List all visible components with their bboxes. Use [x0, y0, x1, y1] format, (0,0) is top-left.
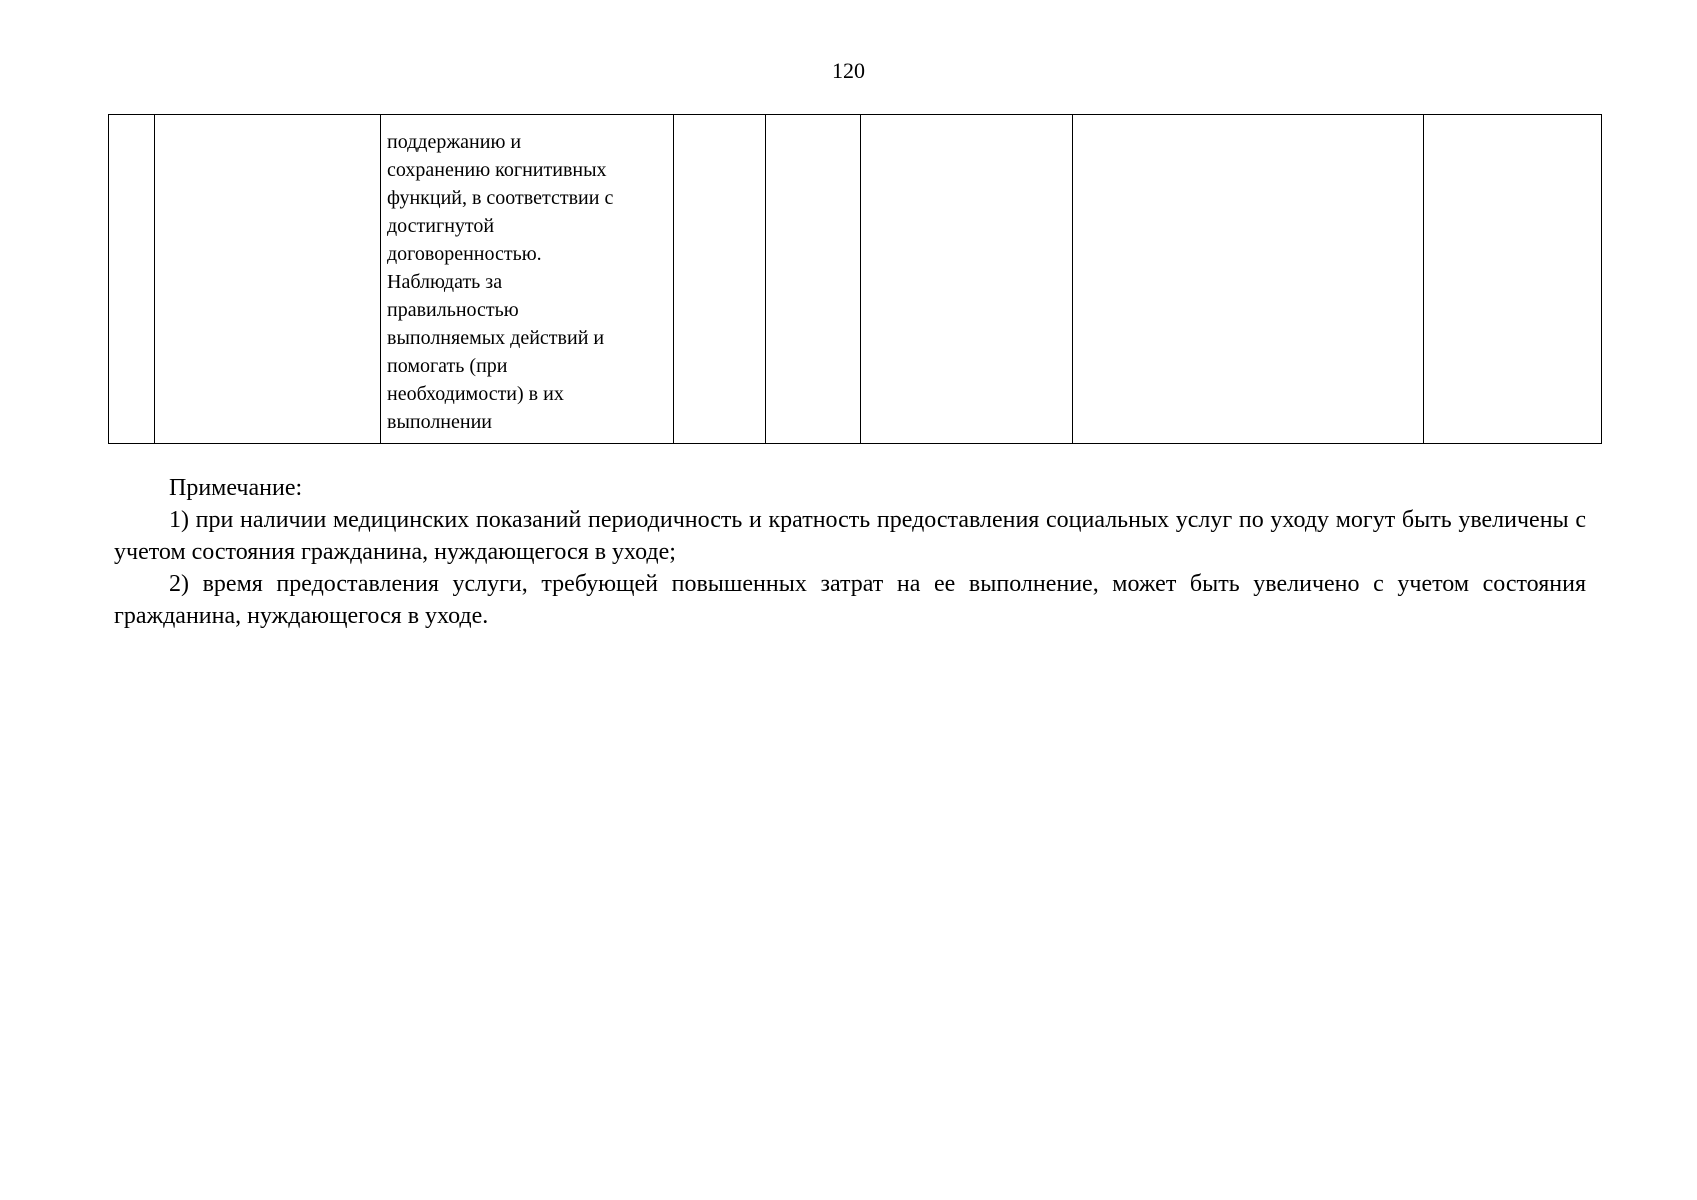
services-table — [108, 114, 1602, 444]
table-cell-7 — [1073, 115, 1424, 444]
description-text: поддержанию и сохранению когнитивных функций, в соответствии с достигнутой договоренностью. Наблюдать за правильностью выполняемых действий и помогать (при необходимости) в их выполнении — [387, 131, 614, 433]
table-row — [109, 115, 1602, 444]
table-cell-5 — [766, 115, 861, 444]
table-cell-6 — [861, 115, 1073, 444]
table-cell-description — [381, 115, 674, 444]
note-section — [114, 472, 1586, 632]
table-cell-8 — [1424, 115, 1602, 444]
note-title: Примечание: — [169, 475, 303, 501]
table-cell-number — [109, 115, 155, 444]
note-item-1: 1) при наличии медицинских показаний периодичность и кратность предоставления социальных услуг по уходу могут быть увеличены с учетом состояния гражданина, нуждающегося в уходе; — [114, 507, 1586, 565]
page-number: 120 — [832, 58, 865, 83]
note-item-2: 2) время предоставления услуги, требующей повышенных затрат на ее выполнение, может быть увеличено с учетом состояния гражданина, нуждающегося в уходе. — [114, 571, 1586, 629]
table-cell-4 — [674, 115, 766, 444]
table-cell-service — [155, 115, 381, 444]
